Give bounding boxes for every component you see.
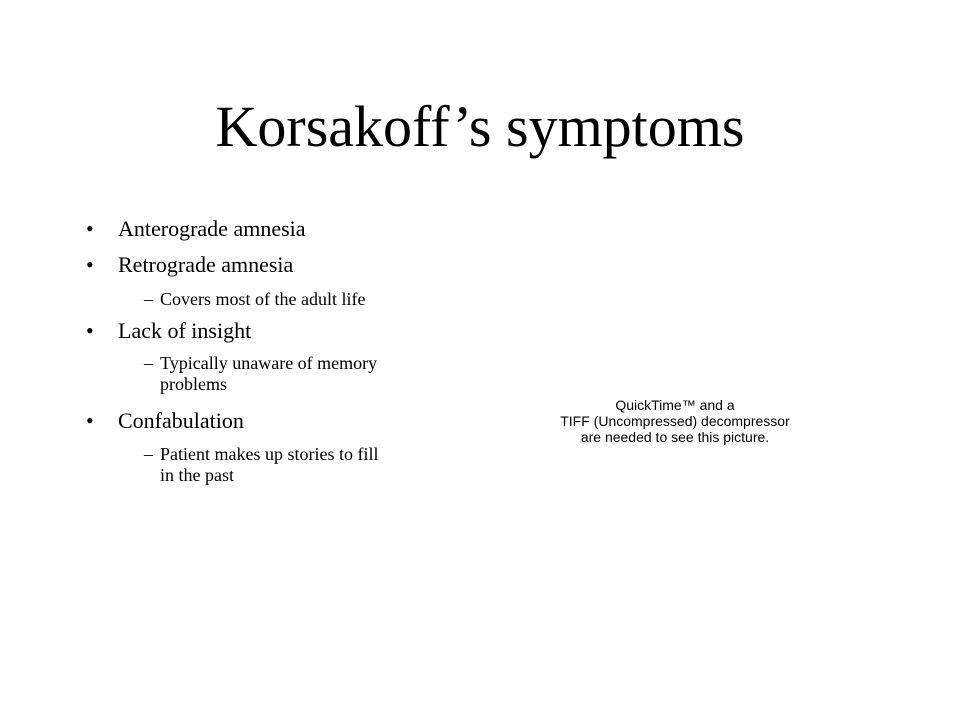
sub-bullet-line: in the past	[160, 465, 234, 485]
sub-bullet-text	[160, 353, 460, 395]
placeholder-line: TIFF (Uncompressed) decompressor	[560, 413, 790, 429]
sub-bullet-line: Patient makes up stories to fill	[160, 444, 379, 464]
bullet-text: Anterograde amnesia	[118, 216, 306, 241]
bullet-icon: •	[86, 318, 94, 343]
sub-bullet-line: problems	[160, 374, 227, 394]
slide-title: Korsakoff’s symptoms	[215, 94, 745, 159]
bullet-icon: •	[86, 216, 94, 241]
dash-icon: –	[144, 353, 153, 373]
sub-bullet-text	[160, 444, 460, 486]
sub-bullet-line: Typically unaware of memory	[160, 353, 378, 373]
image-placeholder	[540, 397, 810, 445]
placeholder-line: are needed to see this picture.	[580, 429, 770, 445]
bullet-icon: •	[86, 408, 94, 433]
placeholder-line: QuickTime™ and a	[615, 397, 735, 413]
bullet-text: Lack of insight	[118, 318, 252, 343]
dash-icon: –	[144, 289, 153, 309]
sub-bullet-text: Covers most of the adult life	[160, 289, 366, 309]
dash-icon: –	[144, 444, 153, 464]
bullet-text: Confabulation	[118, 408, 244, 433]
bullet-text: Retrograde amnesia	[118, 252, 294, 277]
bullet-icon: •	[86, 252, 94, 277]
